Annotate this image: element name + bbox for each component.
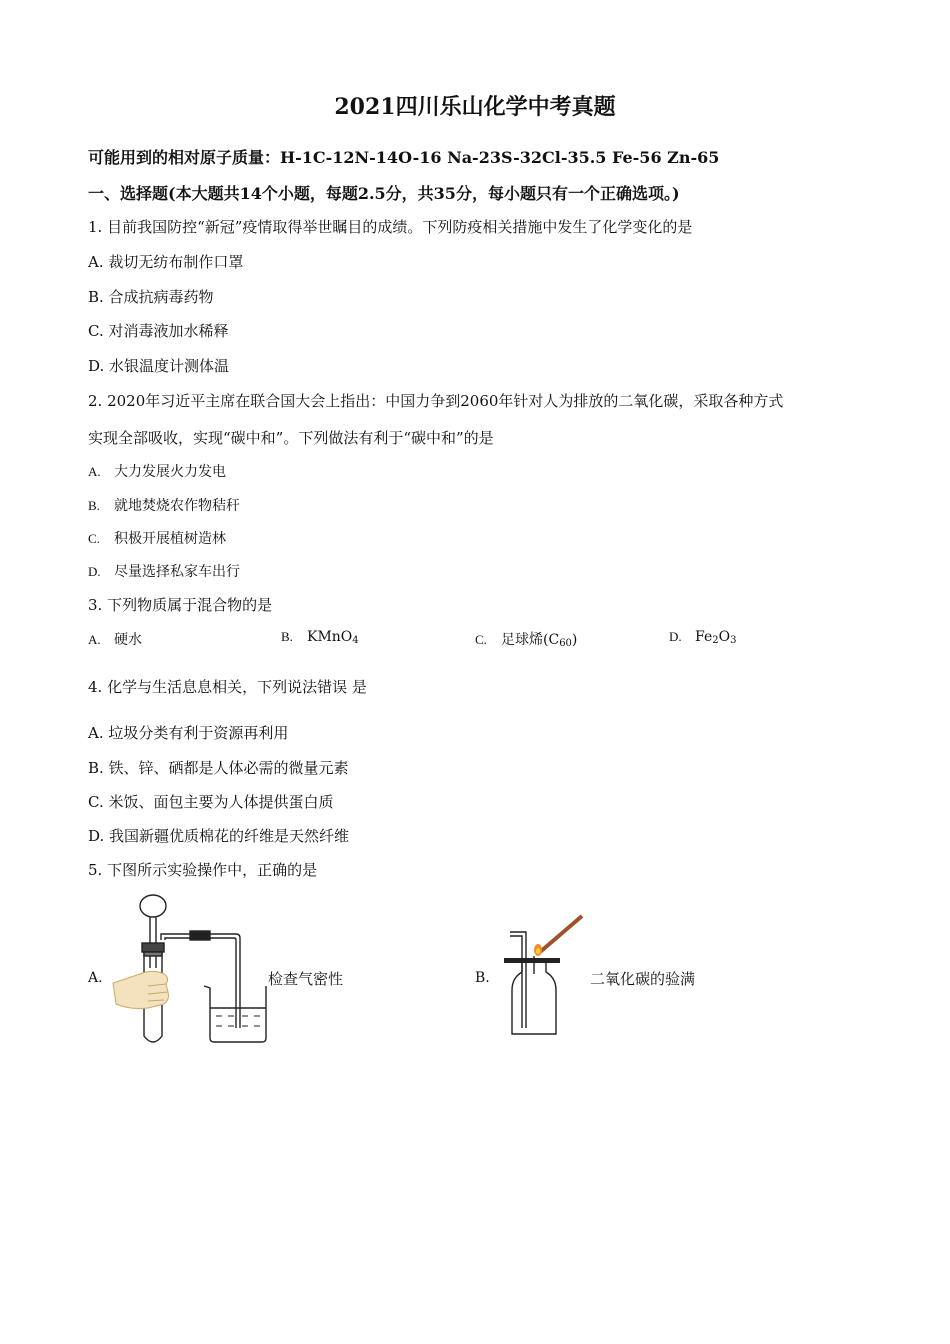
q2-stem-line2: 实现全部吸收，实现“碳中和”。下列做法有利于“碳中和”的是 xyxy=(88,429,494,447)
q3-option-d xyxy=(669,629,736,646)
q4-option-c: C. 米饭、面包主要为人体提供蛋白质 xyxy=(88,793,334,811)
q3-option-b xyxy=(281,629,359,646)
option-label: D. xyxy=(669,629,682,644)
q2-option-c xyxy=(88,528,226,548)
q4-option-d: D. 我国新疆优质棉花的纤维是天然纤维 xyxy=(88,827,350,845)
page-title: 2021四川乐山化学中考真题 xyxy=(334,94,616,120)
q1-option-a: A. 裁切无纺布制作口罩 xyxy=(88,253,244,271)
formula-fe2o3: $Fe_2O_3$ xyxy=(695,629,737,646)
q5-option-b-caption: 二氧化碳的验满 xyxy=(590,970,696,988)
q1-stem: 1. 目前我国防控“新冠”疫情取得举世瞩目的成绩。下列防疫相关措施中发生了化学变化的是 xyxy=(88,218,693,236)
option-label: C. xyxy=(475,632,487,647)
q4-option-a: A. 垃圾分类有利于资源再利用 xyxy=(88,724,289,742)
q2-option-a xyxy=(88,461,226,481)
q1-option-c: C. 对消毒液加水稀释 xyxy=(88,322,229,340)
q5-option-b-label: B. xyxy=(475,970,490,986)
q1-option-b: B. 合成抗病毒药物 xyxy=(88,288,214,306)
q4-option-b: B. 铁、锌、硒都是人体必需的微量元素 xyxy=(88,759,349,777)
option-text: 尽量选择私家车出行 xyxy=(114,564,240,580)
option-label: B. xyxy=(88,498,100,513)
option-text: 大力发展火力发电 xyxy=(114,464,226,480)
option-label: D. xyxy=(88,564,101,579)
atomic-masses: 可能用到的相对原子质量：H-1C-12N-14O-16 Na-23S-32Cl-35.5 Fe-56 Zn-65 xyxy=(88,148,720,167)
airtightness-check-diagram xyxy=(108,888,268,1048)
q2-option-d xyxy=(88,561,240,581)
q5-option-a-label: A. xyxy=(88,970,103,986)
q5-option-a-caption: 检查气密性 xyxy=(268,970,344,988)
q5-stem: 5. 下图所示实验操作中，正确的是 xyxy=(88,861,318,879)
formula-c60: 足球烯$(C_{60})$ xyxy=(501,632,578,649)
q1-option-d: D. 水银温度计测体温 xyxy=(88,357,230,375)
q4-stem: 4. 化学与生活息息相关，下列说法错误 是 xyxy=(88,678,367,696)
co2-full-check-diagram xyxy=(498,912,588,1040)
q2-option-b xyxy=(88,495,240,515)
option-label: C. xyxy=(88,531,100,546)
q3-option-a xyxy=(88,629,142,649)
option-label: A. xyxy=(88,632,101,647)
formula-kmno4: KMnO$_4$ xyxy=(307,629,359,646)
option-label: A. xyxy=(88,464,101,479)
q2-stem-line1: 2. 2020年习近平主席在联合国大会上指出：中国力争到2060年针对人为排放的二氧化碳，采取各种方式 xyxy=(88,392,784,410)
q3-option-c xyxy=(475,629,577,649)
q3-stem: 3. 下列物质属于混合物的是 xyxy=(88,596,273,614)
option-text: 硬水 xyxy=(114,632,142,648)
option-label: B. xyxy=(281,629,293,644)
option-text: 就地焚烧农作物秸秆 xyxy=(114,498,240,514)
section-heading: 一、选择题(本大题共14个小题，每题2.5分，共35分，每小题只有一个正确选项。) xyxy=(88,184,680,203)
option-text: 积极开展植树造林 xyxy=(114,531,226,547)
